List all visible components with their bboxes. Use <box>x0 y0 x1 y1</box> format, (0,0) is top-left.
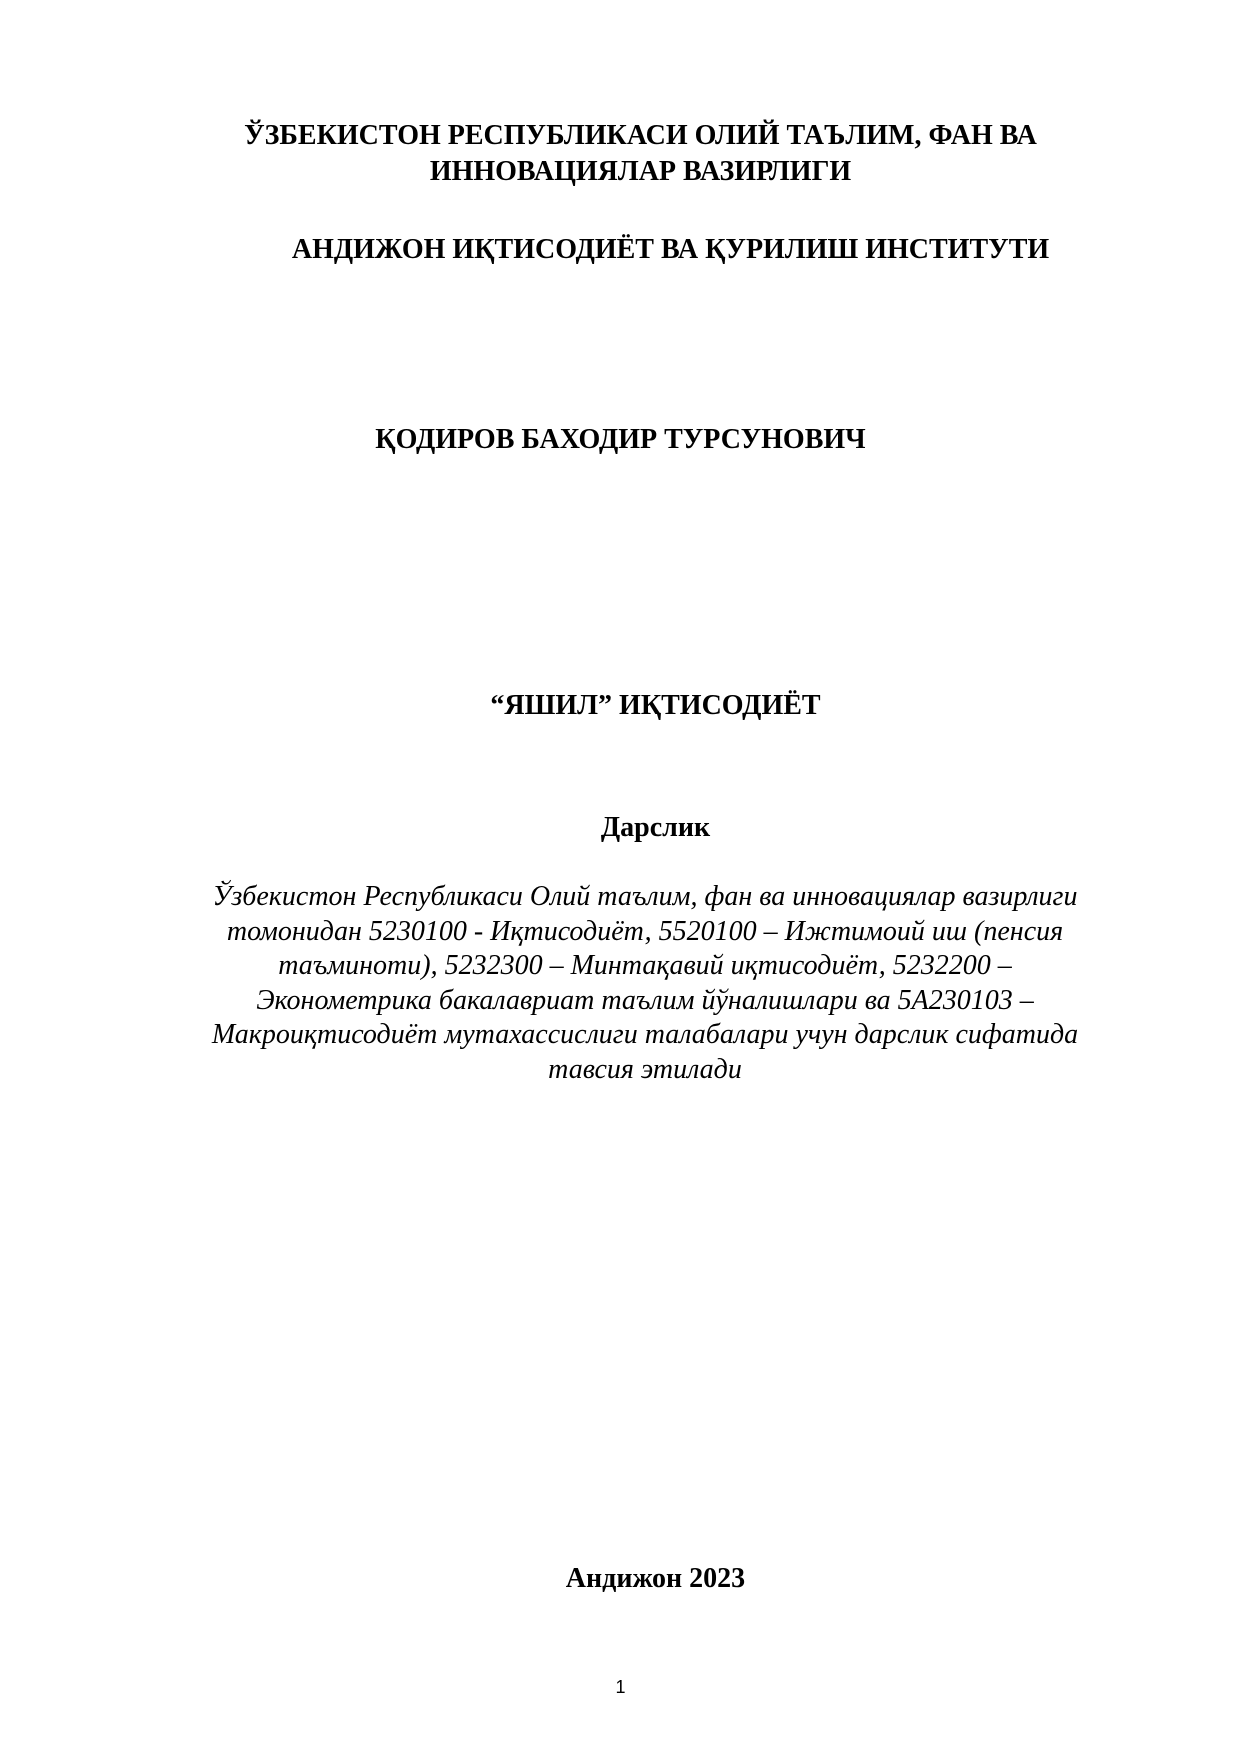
recommendation-line: тавсия этилади <box>548 1053 742 1085</box>
document-type: Дарслик <box>600 812 711 843</box>
ministry-name-line-2: ИННОВАЦИЯЛАР ВАЗИРЛИГИ <box>429 156 852 187</box>
recommendation-line: таъминоти), 5232300 – Минтақавий иқтисодиёт, 5232200 – <box>278 950 1012 981</box>
recommendation-text <box>170 880 1120 1087</box>
recommendation-line: Макроиқтисодиёт мутахассислиги талабалари учун дарслик сифатида <box>211 1019 1079 1050</box>
book-title: “ЯШИЛ” ИҚТИСОДИЁТ <box>490 690 821 721</box>
recommendation-line: Эконометрика бакалавриат таълим йўналишлари ва 5А230103 – <box>256 984 1034 1016</box>
recommendation-line: Ўзбекистон Республикаси Олий таълим, фан ва инновациялар вазирлиги <box>212 881 1078 912</box>
page-number: 1 <box>615 1677 626 1697</box>
author-name: ҚОДИРОВ БАХОДИР ТУРСУНОВИЧ <box>375 424 866 455</box>
city-year: Андижон 2023 <box>565 1563 746 1594</box>
institute-name: АНДИЖОН ИҚТИСОДИЁТ ВА ҚУРИЛИШ ИНСТИТУТИ <box>291 234 1050 265</box>
recommendation-line: томонидан 5230100 - Иқтисодиёт, 5520100 – Ижтимоий иш (пенсия <box>226 915 1064 947</box>
ministry-name-line-1: ЎЗБЕКИСТОН РЕСПУБЛИКАСИ ОЛИЙ ТАЪЛИМ, ФАН ВА <box>244 120 1037 151</box>
